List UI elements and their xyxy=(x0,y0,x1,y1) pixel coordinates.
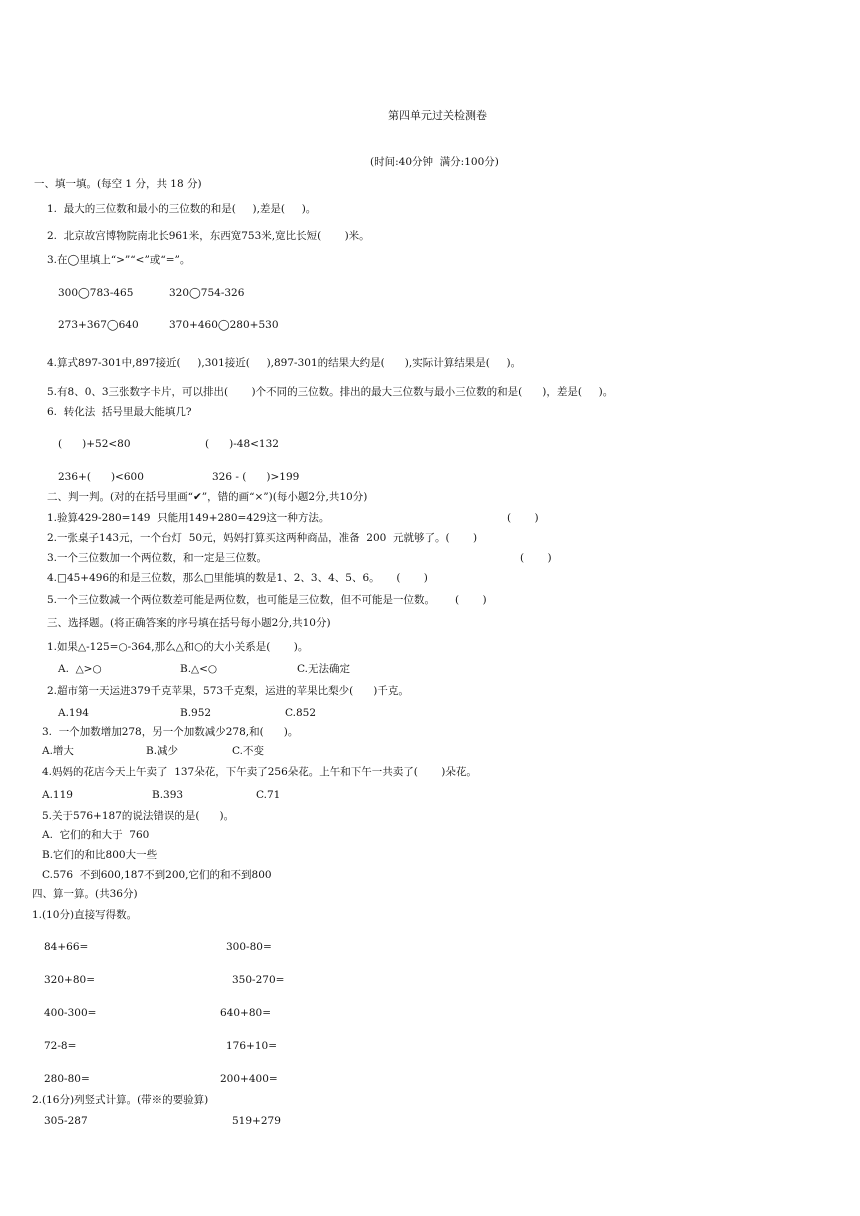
s3-q5-option-a: A. 它们的和大于 760 xyxy=(42,829,150,841)
s3-q2-option-a: A.194 xyxy=(58,707,89,719)
s1-q6-item-d: 326 - ( )>199 xyxy=(212,471,300,483)
section-2-heading: 二、判一判。(对的在括号里画“✔”，错的画“×”)(每小题2分,共10分) xyxy=(47,491,368,503)
s3-q2-option-c: C.852 xyxy=(285,707,317,719)
s1-question-3: 3.在◯里填上“>”“<”或“=”。 xyxy=(47,254,191,266)
s2-question-2: 2.一张桌子143元，一个台灯 50元，妈妈打算买这两种商品，准备 200 元就够了。( ) xyxy=(47,532,478,544)
s3-q1-option-c: C.无法确定 xyxy=(297,663,350,675)
calc-4a: 72-8= xyxy=(44,1040,77,1052)
s1-question-1: 1. 最大的三位数和最小的三位数的和是( ),差是( )。 xyxy=(47,203,317,215)
calc-2a: 320+80= xyxy=(44,974,95,986)
vertical-calc-1a: 305-287 xyxy=(44,1115,88,1127)
s4-part-2: 2.(16分)列竖式计算。(带※的要验算) xyxy=(32,1094,209,1106)
section-1-heading: 一、填一填。(每空 1 分，共 18 分) xyxy=(34,178,202,190)
s1-q3-item-c: 273+367◯640 xyxy=(58,319,139,331)
s3-q4-option-b: B.393 xyxy=(152,789,184,801)
section-3-heading: 三、选择题。(将正确答案的序号填在括号每小题2分,共10分) xyxy=(47,617,331,629)
s1-question-2: 2. 北京故宫博物院南北长961米，东西宽753米,宽比长短( )米。 xyxy=(47,230,370,242)
s1-q6-item-c: 236+( )<600 xyxy=(58,471,144,483)
calc-2b: 350-270= xyxy=(232,974,285,986)
s3-q4-option-a: A.119 xyxy=(42,789,73,801)
s1-q6-item-a: ( )+52<80 xyxy=(58,438,131,450)
s2-question-1: 1.验算429-280=149 只能用149+280=429这一种方法。 xyxy=(47,512,330,524)
s3-q3-option-a: A.增大 xyxy=(42,745,74,757)
vertical-calc-1b: 519+279 xyxy=(232,1115,281,1127)
s3-question-4: 4.妈妈的花店今天上午卖了 137朵花，下午卖了256朵花。上午和下午一共卖了( )朵花。 xyxy=(42,766,477,778)
calc-1a: 84+66= xyxy=(44,941,89,953)
s1-question-6: 6. 转化法 括号里最大能填几? xyxy=(47,406,192,418)
calc-5b: 200+400= xyxy=(220,1073,278,1085)
calc-3a: 400-300= xyxy=(44,1007,97,1019)
page-subtitle: (时间:40分钟 满分:100分) xyxy=(370,156,499,168)
s1-q3-item-d: 370+460◯280+530 xyxy=(169,319,279,331)
calc-4b: 176+10= xyxy=(226,1040,277,1052)
s3-q3-option-b: B.减少 xyxy=(146,745,179,757)
s4-part-1: 1.(10分)直接写得数。 xyxy=(32,909,138,921)
s1-q3-item-a: 300◯783-465 xyxy=(58,287,134,299)
calc-5a: 280-80= xyxy=(44,1073,90,1085)
s3-question-5: 5.关于576+187的说法错误的是( )。 xyxy=(42,810,235,822)
calc-3b: 640+80= xyxy=(220,1007,271,1019)
s1-question-4: 4.算式897-301中,897接近( ),301接近( ),897-301的结果大约是( ),实际计算结果是( )。 xyxy=(47,357,522,369)
s1-question-5: 5.有8、0、3三张数字卡片，可以排出( )个不同的三位数。排出的最大三位数与最小三位数的和是( )，差是( )。 xyxy=(47,386,614,398)
s3-q5-option-c: C.576 不到600,187不到200,它们的和不到800 xyxy=(42,869,272,881)
s3-q5-option-b: B.它们的和比800大一些 xyxy=(42,849,158,861)
s1-q6-item-b: ( )-48<132 xyxy=(205,438,279,450)
s2-question-1-paren: ( ) xyxy=(507,512,539,524)
section-4-heading: 四、算一算。(共36分) xyxy=(32,888,138,900)
s1-q3-item-b: 320◯754-326 xyxy=(169,287,245,299)
s3-q1-option-b: B.△<○ xyxy=(180,663,218,675)
s2-question-3: 3.一个三位数加一个两位数，和一定是三位数。 xyxy=(47,552,268,564)
s3-q4-option-c: C.71 xyxy=(256,789,281,801)
s2-question-4: 4.□45+496的和是三位数，那么□里能填的数是1、2、3、4、5、6。 ( ) xyxy=(47,572,428,584)
s3-question-1: 1.如果△-125=○-364,那么△和○的大小关系是( )。 xyxy=(47,641,309,653)
s2-question-5: 5.一个三位数减一个两位数差可能是两位数，也可能是三位数，但不可能是一位数。 ( ) xyxy=(47,594,487,606)
s2-question-3-paren: ( ) xyxy=(520,552,552,564)
calc-1b: 300-80= xyxy=(226,941,272,953)
s3-question-3: 3. 一个加数增加278，另一个加数减少278,和( )。 xyxy=(42,726,299,738)
s3-q3-option-c: C.不变 xyxy=(232,745,264,757)
page-title: 第四单元过关检测卷 xyxy=(388,109,487,122)
s3-q2-option-b: B.952 xyxy=(180,707,212,719)
s3-question-2: 2.超市第一天运进379千克苹果，573千克梨，运进的苹果比梨少( )千克。 xyxy=(47,685,409,697)
s3-q1-option-a: A. △>○ xyxy=(58,663,102,675)
